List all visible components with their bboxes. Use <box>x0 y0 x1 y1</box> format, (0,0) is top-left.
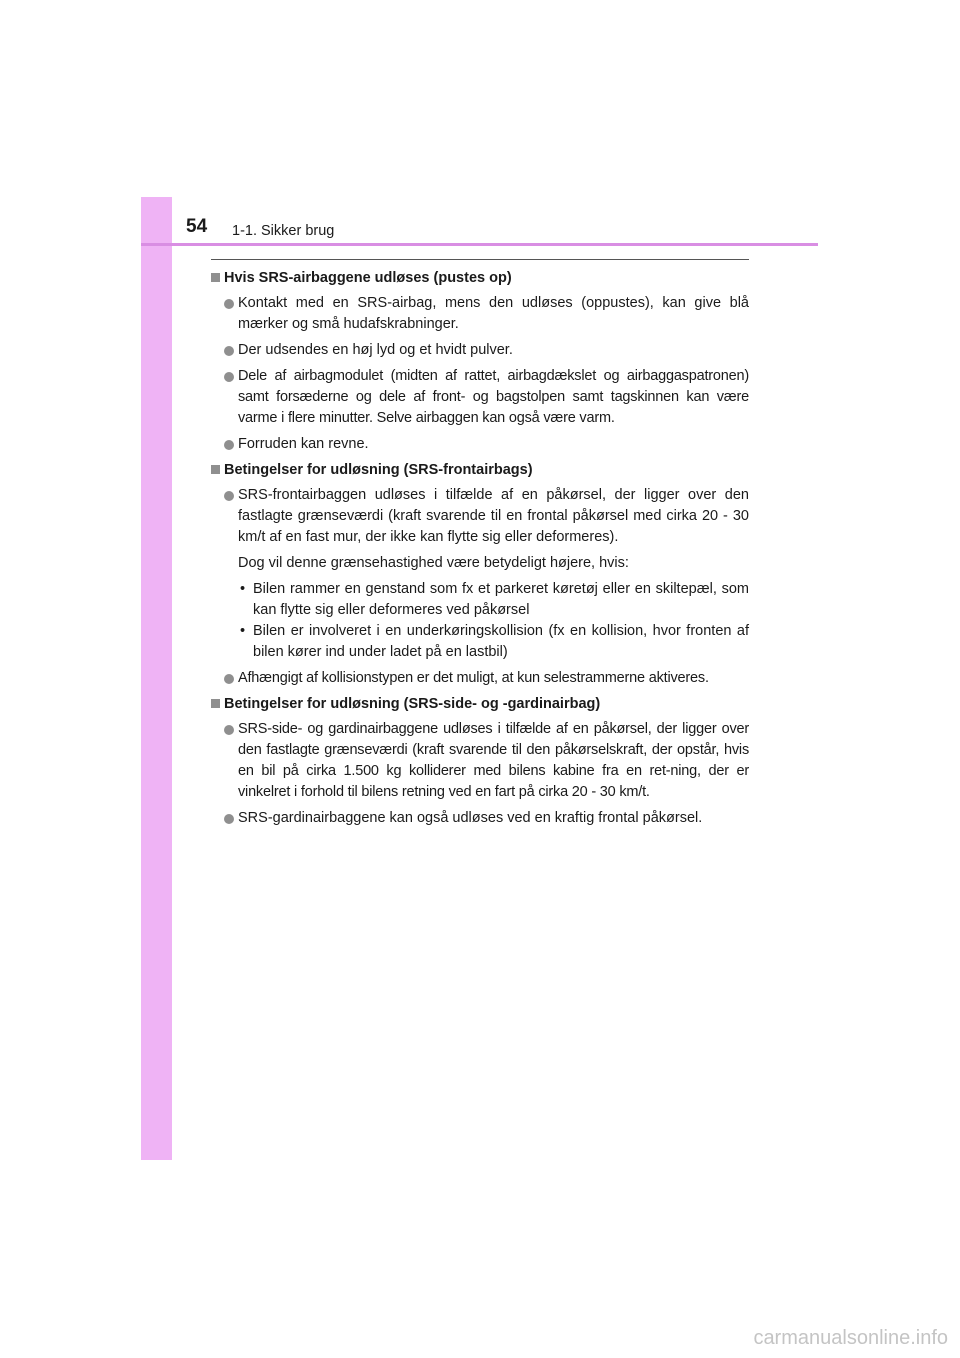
list-item: SRS-gardinairbaggene kan også udløses ved en kraftig frontal påkørsel. <box>211 808 749 829</box>
paragraph: Dog vil denne grænsehastighed være betydeligt højere, hvis: <box>238 555 629 571</box>
dot-marker: • <box>240 581 246 597</box>
square-bullet-icon <box>211 465 220 474</box>
circle-bullet-icon <box>224 725 234 735</box>
sub-list-item: • Bilen rammer en genstand som fx et parkeret køretøj eller en skiltepæl, som kan flytte sig eller deformeres ved påkørsel <box>240 581 749 618</box>
section-heading: Hvis SRS-airbaggene udløses (pustes op) <box>211 268 749 289</box>
page-content <box>211 268 749 834</box>
list-item: SRS-frontairbaggen udløses i tilfælde af en påkørsel, der ligger over den fastlagte grænseværdi (kraft svarende til en frontal påkørsel med cirka 20 - 30 km/t af en fast mur, der ikke kan flytte sig eller deformeres). <box>211 485 749 548</box>
square-bullet-icon <box>211 699 220 708</box>
list-item: SRS-side- og gardinairbaggene udløses i tilfælde af en påkørsel, der ligger over den fastlagte grænseværdi (kraft svarende til den påkørselskraft, der opstår, hvis en bil på cirka 1.500 kg kolliderer med bilens kabine fra en ret-ning, der er vinkelret i forhold til bilens retning ved en fart på cirka 20 - 30 km/t. <box>211 719 749 803</box>
sub-list-item: • Bilen er involveret i en underkøringskollision (fx en kollision, hvor fronten af bilen kører ind under ladet på en lastbil) <box>240 623 749 660</box>
section-heading: Betingelser for udløsning (SRS-side- og -gardinairbag) <box>211 694 749 715</box>
content-rule <box>211 259 749 260</box>
circle-bullet-icon <box>224 440 234 450</box>
list-item: Forruden kan revne. <box>211 434 749 455</box>
square-bullet-icon <box>211 273 220 282</box>
section-heading: Betingelser for udløsning (SRS-frontairbags) <box>211 460 749 481</box>
list-item: Afhængigt af kollisionstypen er det muligt, at kun selestrammerne aktiveres. <box>211 668 749 689</box>
watermark: carmanualsonline.info <box>753 1327 948 1349</box>
circle-bullet-icon <box>224 674 234 684</box>
header-rule <box>141 243 818 246</box>
list-item: Kontakt med en SRS-airbag, mens den udløses (oppustes), kan give blå mærker og små hudafskrabninger. <box>211 293 749 335</box>
circle-bullet-icon <box>224 346 234 356</box>
circle-bullet-icon <box>224 299 234 309</box>
circle-bullet-icon <box>224 491 234 501</box>
list-item: Dele af airbagmodulet (midten af rattet, airbagdækslet og airbaggaspatronen) samt forsæderne og dele af front- og bagstolpen samt tagskinnen kan være varme i flere minutter. Selve airbaggen kan også være varm. <box>211 366 749 429</box>
section-title: 1-1. Sikker brug <box>232 223 335 239</box>
side-color-band <box>141 197 172 1160</box>
dot-marker: • <box>240 623 246 639</box>
circle-bullet-icon <box>224 372 234 382</box>
page-number: 54 <box>186 216 208 237</box>
list-item: Der udsendes en høj lyd og et hvidt pulver. <box>211 340 749 361</box>
circle-bullet-icon <box>224 814 234 824</box>
